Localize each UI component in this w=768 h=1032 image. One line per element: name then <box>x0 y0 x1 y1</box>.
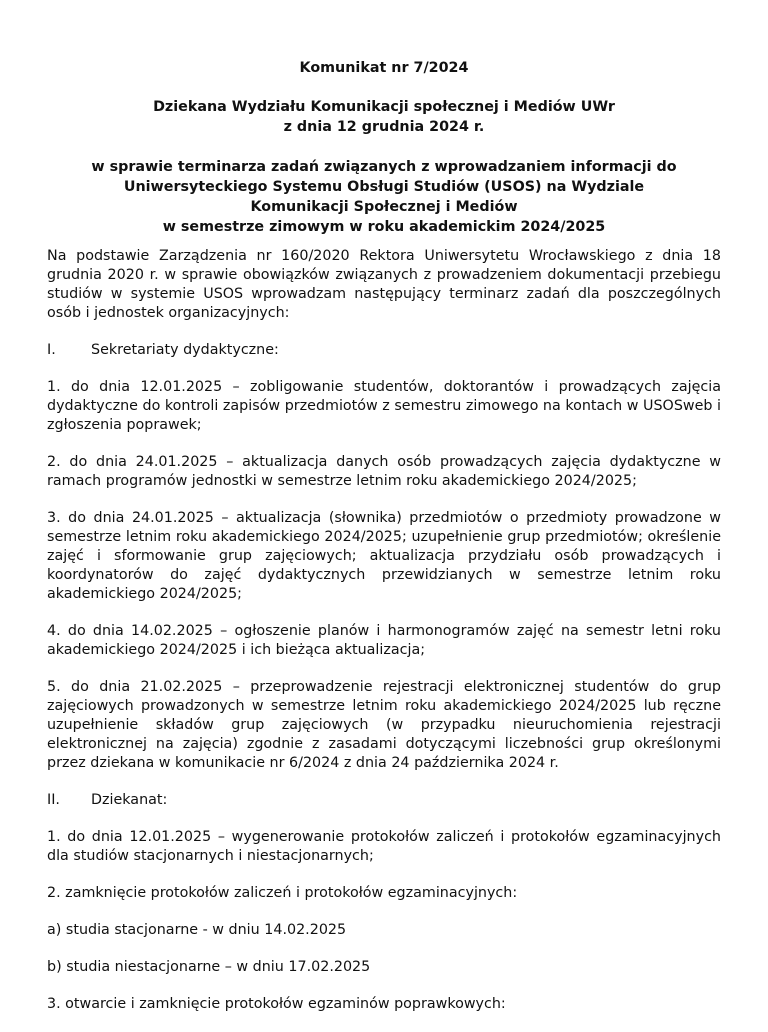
list-item: 4. do dnia 14.02.2025 – ogłoszenie planów i harmonogramów zajęć na semestr letni roku akademickiego 2024/2025 i ich bieżąca aktualizacja; <box>47 623 721 658</box>
list-item: 3. do dnia 24.01.2025 – aktualizacja (słownika) przedmiotów o przedmioty prowadzone w semestrze letnim roku akademickiego 2024/2025; uzupełnienie grup przedmiotów; określenie zajęć i sformowanie grup zajęciowych; aktualizacja przydziału osób prowadzących i koordynatorów do zajęć dydaktycznych przewidzianych w semestrze letnim roku akademickiego 2024/2025; <box>47 510 721 602</box>
list-item: a) studia stacjonarne - w dniu 14.02.2025 <box>47 922 347 938</box>
subject-line-1: w sprawie terminarza zadań związanych z wprowadzaniem informacji do <box>91 159 677 175</box>
section-title: Sekretariaty dydaktyczne: <box>91 342 279 358</box>
list-item: b) studia niestacjonarne – w dniu 17.02.2025 <box>47 959 371 975</box>
list-item: 1. do dnia 12.01.2025 – wygenerowanie protokołów zaliczeń i protokołów egzaminacyjnych dla studiów stacjonarnych i niestacjonarnych; <box>47 829 721 864</box>
subject-line-3: Komunikacji Społecznej i Mediów <box>250 199 518 215</box>
list-item: 1. do dnia 12.01.2025 – zobligowanie studentów, doktorantów i prowadzących zajęcia dydaktyczne do kontroli zapisów przedmiotów z semestru zimowego na kontach w USOSweb i zgłoszenia poprawek; <box>47 379 721 433</box>
list-item: 5. do dnia 21.02.2025 – przeprowadzenie rejestracji elektronicznej studentów do grup zajęciowych prowadzonych w semestrze letnim roku akademickiego 2024/2025 lub ręczne uzupełnienie składów grup zajęciowych (w przypadku nieuruchomienia rejestracji elektronicznej na zajęcia) zgodnie z zasadami dotyczącymi liczebności grup określonymi przez dziekana w komunikacie nr 6/2024 z dnia 24 października 2024 r. <box>47 679 721 771</box>
announcement-number: Komunikat nr 7/2024 <box>299 60 469 76</box>
intro-paragraph: Na podstawie Zarządzenia nr 160/2020 Rektora Uniwersytetu Wrocławskiego z dnia 18 grudnia 2020 r. w sprawie obowiązków związanych z prowadzeniem dokumentacji przebiegu studiów w systemie USOS wprowadzam następujący terminarz zadań dla poszczególnych osób i jednostek organizacyjnych: <box>47 248 721 321</box>
section-heading-2 <box>47 791 721 810</box>
section-heading-1 <box>47 341 721 360</box>
list-item: 3. otwarcie i zamknięcie protokołów egzaminów poprawkowych: <box>47 996 506 1012</box>
list-item: 2. do dnia 24.01.2025 – aktualizacja danych osób prowadzących zajęcia dydaktyczne w ramach programów jednostki w semestrze letnim roku akademickiego 2024/2025; <box>47 454 721 489</box>
issuer-line: Dziekana Wydziału Komunikacji społecznej i Mediów UWr <box>153 99 615 115</box>
section-number: II. <box>47 792 60 808</box>
date-line: z dnia 12 grudnia 2024 r. <box>283 119 485 135</box>
document-page <box>47 58 721 1032</box>
subject-line-2: Uniwersyteckiego Systemu Obsługi Studiów (USOS) na Wydziale <box>123 179 645 195</box>
subject-line-4: w semestrze zimowym w roku akademickim 2024/2025 <box>162 219 606 235</box>
section-title: Dziekanat: <box>91 792 168 808</box>
list-item: 2. zamknięcie protokołów zaliczeń i protokołów egzaminacyjnych: <box>47 885 518 901</box>
section-number: I. <box>47 342 56 358</box>
